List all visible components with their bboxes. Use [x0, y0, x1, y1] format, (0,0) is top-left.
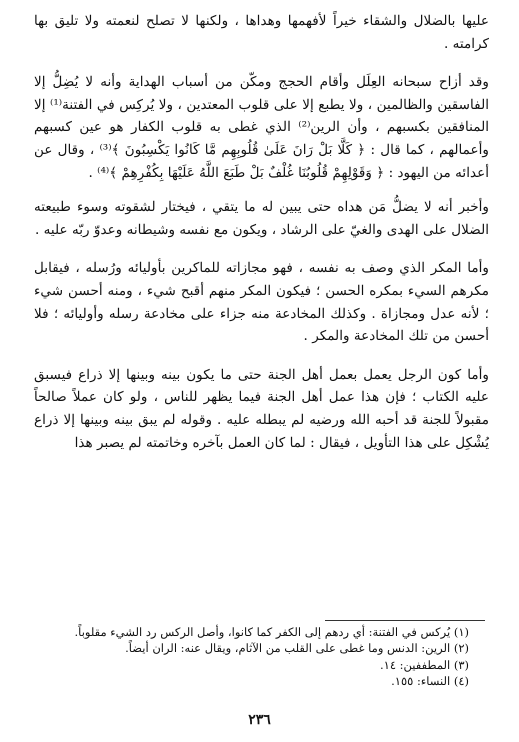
- footnote-1: (١) يُركس في الفتنة: أي ردهم إلى الكفر كما كانوا، وأصل الركس رد الشيء مقلوباً.: [74, 625, 469, 639]
- footnotes: [34, 624, 469, 690]
- footnote-3: (٣) المطففين: ١٤.: [379, 657, 469, 672]
- paragraph-2: وقد أزاح سبحانه العِلَل وأقام الحجج ومكّن من أسباب الهداية وأنه لا يُضِلُّ إلا الفاسقين والظالمين ، ولا يطبع إلا على قلوب المعتدين ، ولا يُركِس في الفتنة⁽¹⁾ إلا المنافقين بكسبهم ، وأن الرين⁽²⁾ الذي غطى به قلوب الكفار هو عين كسبهم وأعمالهم ، كما قال : ﴿ كَلَّا بَلْ رَانَ عَلَىٰ قُلُوبِهِم مَّا كَانُوا يَكْسِبُونَ ﴾⁽³⁾ ، وقال عن أعدائه من اليهود : ﴿ وَقَوْلِهِمْ قُلُوبُنَا غُلْفٌ بَلْ طَبَعَ اللَّهُ عَلَيْهَا بِكُفْرِهِمْ ﴾⁽⁴⁾ .: [34, 74, 489, 181]
- footnote-2: (٢) الرين: الدنس وما غطى على القلب من الآثام، ويقال عنه: الران أيضاً.: [125, 641, 469, 656]
- footnote-4: (٤) النساء: ١٥٥.: [391, 674, 469, 689]
- paragraph-4: وأما المكر الذي وصف به نفسه ، فهو مجازاته للماكرين بأوليائه ورُسله ، فيقابل مكرهم السيء بمكره الحسن ؛ فيكون المكر منهم أقبح شيء ، ومنه أحسن شيء ؛ لأنه عدل ومجازاة . وكذلك المخادعة منه جزاء على مخادعة رسله وأوليائه ؛ فلا أحسن من تلك المخادعة والمكر .: [34, 260, 489, 345]
- footnote-separator: [325, 620, 485, 621]
- paragraph-1: عليها بالضلال والشقاء خيراً لأفهمها وهداها ، ولكنها لا تصلح لنعمته ولا تليق بها كرامته .: [34, 13, 489, 52]
- page-number: ٢٣٦: [248, 712, 271, 728]
- paragraph-3: وأخبر أنه لا يضلُّ مَن هداه حتى يبين له ما يتقي ، فيختار لشقوته وسوء طبيعته الضلال على الهدى والغيّ على الرشاد ، ويكون مع نفسه وشيطانه وعدوّ ربّه عليه .: [34, 199, 489, 238]
- paragraph-5: وأما كون الرجل يعمل بعمل أهل الجنة حتى ما يكون بينه وبينها إلا ذراع فيسبق عليه الكتاب ؛ فإن هذا عمل أهل الجنة فيما يظهر للناس ، ولو كان عملاً صالحاً مقبولاً للجنة قد أحبه الله ورضيه لم يبطله عليه . وقوله لم يبق بينه وبينها إلا ذراع يُشْكِل على هذا التأويل ، فيقال : لما كان العمل بآخره وخاتمته لم يصبر هذا: [34, 366, 489, 451]
